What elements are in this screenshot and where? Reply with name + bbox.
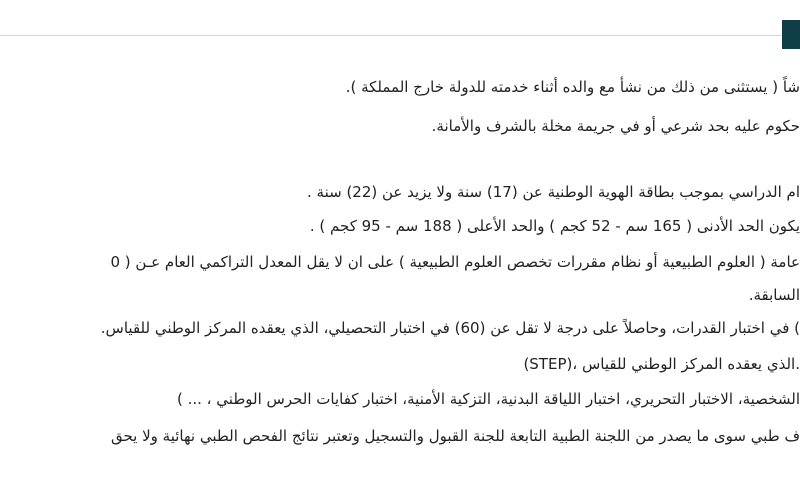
text-line: السابقة. xyxy=(748,286,800,304)
text-line: شاً ( يستثنى من ذلك من نشأ مع والده أثناء خدمته للدولة خارج المملكة ). xyxy=(345,78,800,96)
text-line: يكون الحد الأدنى ( 165 سم - 52 كجم ) والحد الأعلى ( 188 سم - 95 كجم ) . xyxy=(309,217,800,235)
text-line: ام الدراسي بموجب بطاقة الهوية الوطنية عن (17) سنة ولا يزيد عن (22) سنة . xyxy=(307,183,800,201)
text-line: الشخصية، الاختبار التحريري، اختبار اللياقة البدنية، التزكية الأمنية، اختبار كفايات الحرس الوطني ، ... ) xyxy=(176,390,800,408)
text-line: عامة ( العلوم الطبيعية أو نظام مقررات تخصص العلوم الطبيعية ) على ان لا يقل المعدل التراكمي العام عـن ( 0 xyxy=(110,253,800,271)
text-line: ف طبي سوى ما يصدر من اللجنة الطبية التابعة للجنة القبول والتسجيل وتعتبر نتائج الفحص الطبي نهائية ولا يحق xyxy=(110,427,800,445)
text-line: حكوم عليه بحد شرعي أو في جريمة مخلة بالشرف والأمانة. xyxy=(431,117,800,135)
text-line: ) في اختبار القدرات، وحاصلاً على درجة لا تقل عن (60) في اختبار التحصيلي، الذي يعقده المركز الوطني للقياس. xyxy=(100,319,800,337)
text-line: (STEP)، الذي يعقده المركز الوطني للقياس. xyxy=(523,355,800,373)
